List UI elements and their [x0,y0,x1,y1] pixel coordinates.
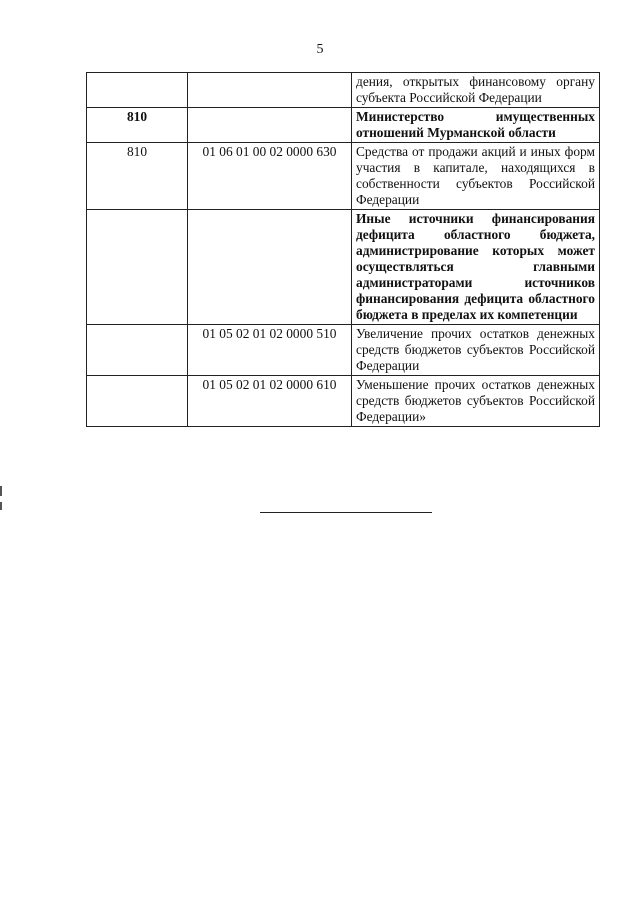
source-code-cell [188,210,352,325]
table-row [87,376,600,427]
source-name-cell: Уменьшение прочих остатков денежных средств бюджетов субъектов Российской Федерации» [352,376,600,427]
source-code-cell: 01 06 01 00 02 0000 630 [188,143,352,210]
admin-code-cell: 810 [87,108,188,143]
source-name-cell: Иные источники финансирования дефицита областного бюджета, администрирование которых может осуществляться главными администраторами источников финансирования дефицита областного бюджета в пределах их компетенции [352,210,600,325]
admin-code-cell [87,325,188,376]
admin-code-cell [87,210,188,325]
table-row [87,325,600,376]
source-code-cell: 01 05 02 01 02 0000 610 [188,376,352,427]
table-row [87,73,600,108]
table-row [87,210,600,325]
source-name-cell: Увеличение прочих остатков денежных средств бюджетов субъектов Российской Федерации [352,325,600,376]
source-name-cell: дения, открытых финансовому органу субъекта Российской Федерации [352,73,600,108]
source-name-cell: Министерство имущественных отношений Мурманской области [352,108,600,143]
scan-edge-mark [0,502,2,510]
table-row [87,108,600,143]
source-code-cell [188,108,352,143]
source-code-cell: 01 05 02 01 02 0000 510 [188,325,352,376]
admin-code-cell: 810 [87,143,188,210]
budget-sources-table [86,72,600,427]
closing-rule [260,512,432,513]
admin-code-cell [87,73,188,108]
admin-code-cell [87,376,188,427]
source-name-cell: Средства от продажи акций и иных форм участия в капитале, находящихся в собственности субъектов Российской Федерации [352,143,600,210]
scan-edge-mark [0,486,2,496]
table-row [87,143,600,210]
page-number: 5 [316,42,324,57]
source-code-cell [188,73,352,108]
